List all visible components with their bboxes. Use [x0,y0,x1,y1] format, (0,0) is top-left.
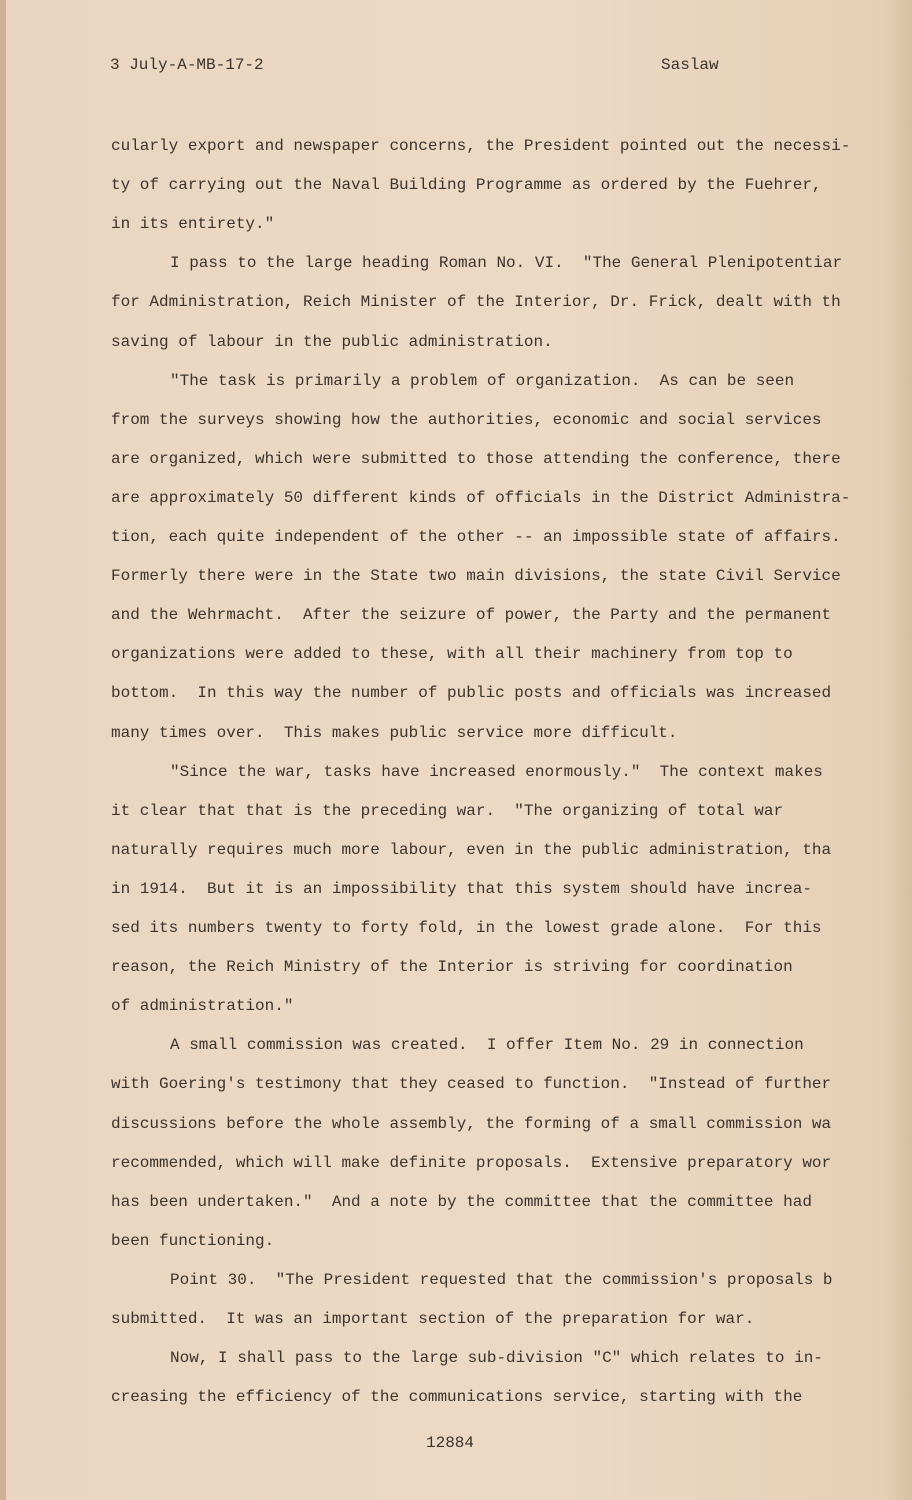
text-line: "Since the war, tasks have increased enormously." The context makes [170,763,823,781]
text-line: reason, the Reich Ministry of the Interior is striving for coordination [111,958,793,976]
text-line: cularly export and newspaper concerns, the President pointed out the necessi- [111,137,851,155]
page-number: 12884 [426,1434,475,1452]
document-id: 3 July-A-MB-17-2 [110,56,264,74]
text-line: with Goering's testimony that they ceased to function. "Instead of further [111,1075,832,1093]
text-line: are approximately 50 different kinds of officials in the District Administra- [111,489,851,507]
text-line: sed its numbers twenty to forty fold, in the lowest grade alone. For this [111,919,822,937]
text-line: saving of labour in the public administration. [111,333,553,351]
text-line: Now, I shall pass to the large sub-division "C" which relates to in- [170,1349,823,1367]
text-line: A small commission was created. I offer Item No. 29 in connection [170,1036,804,1054]
text-line: submitted. It was an important section of the preparation for war. [111,1310,755,1328]
text-line: and the Wehrmacht. After the seizure of power, the Party and the permanent [111,606,832,624]
text-line: from the surveys showing how the authorities, economic and social services [111,411,822,429]
text-line: been functioning. [111,1232,275,1250]
text-line: many times over. This makes public service more difficult. [111,724,678,742]
text-line: tion, each quite independent of the other -- an impossible state of affairs. [111,528,841,546]
author-name: Saslaw [661,56,719,74]
text-line: has been undertaken." And a note by the committee that the committee had [111,1193,812,1211]
text-line: I pass to the large heading Roman No. VI. "The General Plenipotentiar [170,254,843,272]
text-line: for Administration, Reich Minister of the Interior, Dr. Frick, dealt with th [111,293,841,311]
text-line: in its entirety." [111,215,275,233]
text-line: in 1914. But it is an impossibility that this system should have increa- [111,880,812,898]
text-line: ty of carrying out the Naval Building Programme as ordered by the Fuehrer, [111,176,822,194]
page-edge [0,0,6,1500]
text-line: of administration." [111,997,294,1015]
text-line: bottom. In this way the number of public posts and officials was increased [111,684,832,702]
text-line: naturally requires much more labour, even in the public administration, tha [111,841,832,859]
text-line: discussions before the whole assembly, the forming of a small commission wa [111,1115,832,1133]
text-line: Point 30. "The President requested that the commission's proposals b [170,1271,833,1289]
text-line: "The task is primarily a problem of organization. As can be seen [170,372,795,390]
text-line: it clear that that is the preceding war. "The organizing of total war [111,802,784,820]
text-line: are organized, which were submitted to those attending the conference, there [111,450,841,468]
text-line: creasing the efficiency of the communications service, starting with the [111,1388,803,1406]
text-line: Formerly there were in the State two main divisions, the state Civil Service [111,567,841,585]
text-line: organizations were added to these, with all their machinery from top to [111,645,793,663]
text-line: recommended, which will make definite proposals. Extensive preparatory wor [111,1154,832,1172]
